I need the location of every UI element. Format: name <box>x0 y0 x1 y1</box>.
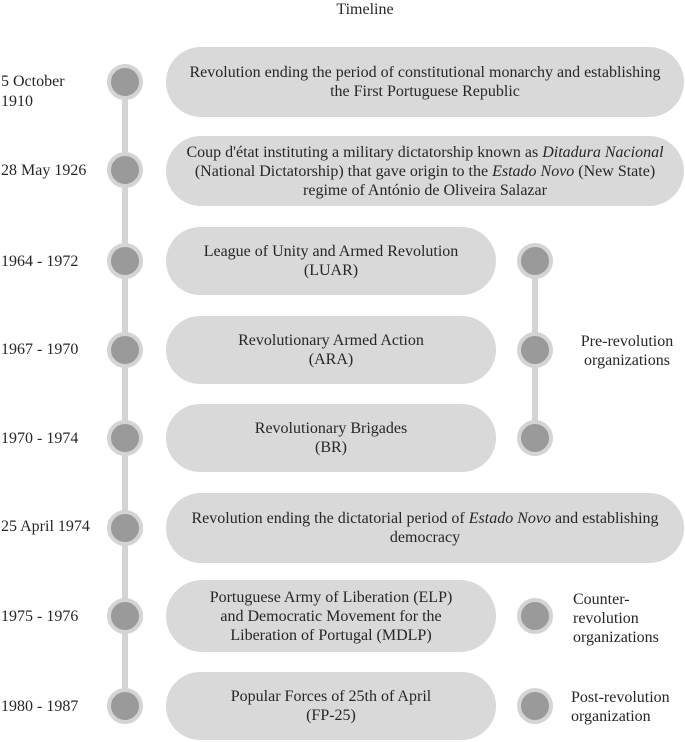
event-card: Revolution ending the dictatorial period of Estado Novo and establishing democracy <box>166 493 684 563</box>
event-date: 1980 - 1987 <box>1 698 79 715</box>
timeline-node <box>107 598 143 634</box>
group-node <box>517 598 553 634</box>
group-node <box>517 420 553 456</box>
event-date: 1970 - 1974 <box>1 430 79 447</box>
event-date: 28 May 1926 <box>1 162 87 179</box>
diagram-title: Timeline <box>336 1 394 18</box>
group-node <box>517 243 553 279</box>
group-label-pre-revolution: Pre-revolution organizations <box>580 333 674 369</box>
group-label-post-revolution: Post-revolution organization <box>571 689 670 725</box>
event-date: 1967 - 1970 <box>1 341 79 358</box>
event-date: 1964 - 1972 <box>1 253 79 270</box>
event-card: Revolutionary Brigades (BR) <box>166 404 496 472</box>
group-node <box>517 688 553 724</box>
timeline-node <box>107 243 143 279</box>
timeline-node <box>107 64 143 100</box>
event-card: Popular Forces of 25th of April (FP-25) <box>166 672 496 740</box>
timeline-node <box>107 152 143 188</box>
event-card: Revolution ending the period of constitutional monarchy and establishing the First Portuguese Republic <box>166 47 684 117</box>
event-card: League of Unity and Armed Revolution (LUAR) <box>166 227 496 295</box>
event-card: Coup d'état instituting a military dictatorship known as Ditadura Nacional (National Dictatorship) that gave origin to the Estado Novo (New State) regime of António de Oliveira Salazar <box>166 136 684 206</box>
timeline-node <box>107 332 143 368</box>
group-label-counter-revolution: Counter- revolution organizations <box>573 591 659 646</box>
event-date: 5 October 1910 <box>1 73 65 110</box>
event-date: 25 April 1974 <box>1 518 90 535</box>
event-date: 1975 - 1976 <box>1 608 79 625</box>
timeline-node <box>107 688 143 724</box>
event-card: Revolutionary Armed Action (ARA) <box>166 316 496 384</box>
event-card: Portuguese Army of Liberation (ELP) and Democratic Movement for the Liberation of Portugal (MDLP) <box>166 580 496 652</box>
timeline-node <box>107 420 143 456</box>
timeline-node <box>107 510 143 546</box>
group-node <box>517 332 553 368</box>
